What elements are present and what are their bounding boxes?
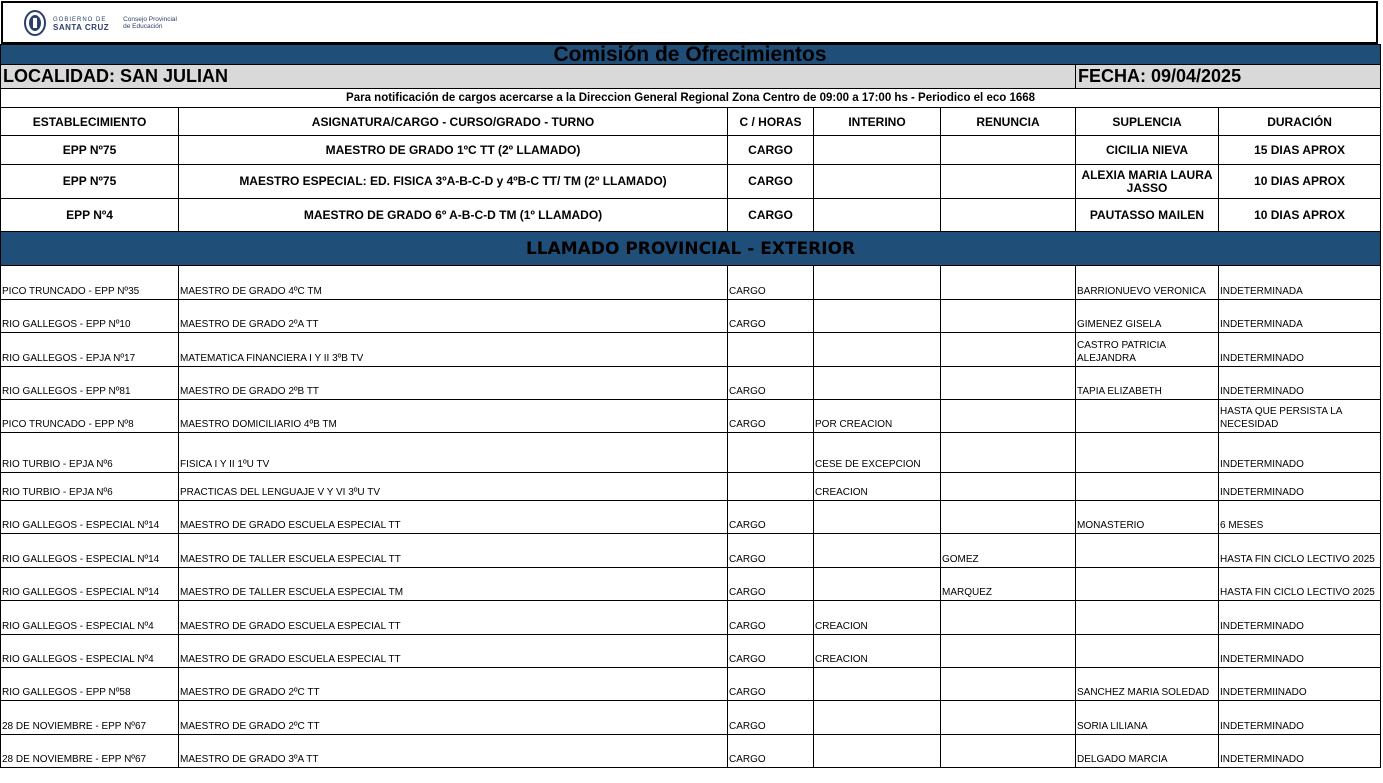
table-cell: MAESTRO DE GRADO 2ºC TT <box>179 668 728 701</box>
table-cell: MAESTRO DE GRADO 1ºC TT (2º LLAMADO) <box>179 136 728 165</box>
table-cell <box>941 735 1076 768</box>
table-cell: 28 DE NOVIEMBRE - EPP Nº67 <box>1 701 179 735</box>
table-cell: CARGO <box>728 136 814 165</box>
table-cell: GOMEZ <box>941 534 1076 568</box>
table-cell: CREACION <box>814 601 941 635</box>
table-cell <box>1076 534 1219 568</box>
exterior-offer-row <box>1 701 1381 735</box>
exterior-offer-row <box>1 568 1381 601</box>
table-cell: 6 MESES <box>1219 501 1381 534</box>
table-cell: CREACION <box>814 473 941 501</box>
table-cell: CARGO <box>728 266 814 300</box>
table-cell: TAPIA ELIZABETH <box>1076 367 1219 400</box>
table-cell: SORIA LILIANA <box>1076 701 1219 735</box>
table-cell <box>814 568 941 601</box>
table-cell: 15 DIAS APROX <box>1219 136 1381 165</box>
table-cell <box>814 300 941 333</box>
local-offer-row <box>1 199 1381 232</box>
logo-line1: GOBIERNO DE <box>53 16 107 23</box>
table-cell: MAESTRO DE GRADO 2ºB TT <box>179 367 728 400</box>
logo-sub1: Consejo Provincial <box>123 16 177 23</box>
local-offer-row <box>1 165 1381 199</box>
table-cell: CASTRO PATRICIA ALEJANDRA <box>1076 333 1219 367</box>
local-offer-row <box>1 136 1381 165</box>
table-cell: ALEXIA MARIA LAURA JASSO <box>1076 165 1219 199</box>
table-cell: MAESTRO DE TALLER ESCUELA ESPECIAL TM <box>179 568 728 601</box>
table-cell <box>814 367 941 400</box>
table-cell: RIO GALLEGOS - EPP Nº10 <box>1 300 179 333</box>
table-cell: INDETERMINADO <box>1219 433 1381 473</box>
table-cell <box>1076 433 1219 473</box>
column-header: INTERINO <box>814 108 941 136</box>
exterior-offer-row <box>1 635 1381 668</box>
table-cell: MAESTRO DE GRADO ESCUELA ESPECIAL TT <box>179 601 728 635</box>
column-header: ESTABLECIMIENTO <box>1 108 179 136</box>
fecha-label: FECHA: 09/04/2025 <box>1076 65 1381 89</box>
table-cell <box>1076 473 1219 501</box>
table-cell: RIO GALLEGOS - EPP Nº81 <box>1 367 179 400</box>
notification-note: Para notificación de cargos acercarse a la Direccion General Regional Zona Centro de 09:00 a 17:00 hs - Periodico el eco 1668 <box>1 89 1381 108</box>
table-cell <box>941 300 1076 333</box>
column-header: DURACIÓN <box>1219 108 1381 136</box>
table-cell: INDETERMINADO <box>1219 333 1381 367</box>
column-header: ASIGNATURA/CARGO - CURSO/GRADO - TURNO <box>179 108 728 136</box>
table-cell <box>941 473 1076 501</box>
table-cell: CARGO <box>728 568 814 601</box>
exterior-offer-row <box>1 300 1381 333</box>
table-cell: RIO GALLEGOS - ESPECIAL Nº14 <box>1 568 179 601</box>
table-cell: RIO GALLEGOS - ESPECIAL Nº14 <box>1 534 179 568</box>
table-cell: GIMENEZ GISELA <box>1076 300 1219 333</box>
table-cell: CARGO <box>728 501 814 534</box>
table-cell: MAESTRO DE GRADO 3ºA TT <box>179 735 728 768</box>
exterior-offer-row <box>1 501 1381 534</box>
table-cell <box>814 165 941 199</box>
table-cell: CESE DE EXCEPCION <box>814 433 941 473</box>
table-cell <box>941 701 1076 735</box>
table-cell <box>814 333 941 367</box>
logo-line2: SANTA CRUZ <box>53 22 110 32</box>
table-cell: MARQUEZ <box>941 568 1076 601</box>
table-cell: CICILIA NIEVA <box>1076 136 1219 165</box>
table-cell <box>941 601 1076 635</box>
header-bar <box>1 1 1378 44</box>
table-cell: PRACTICAS DEL LENGUAJE V Y VI 3ºU TV <box>179 473 728 501</box>
table-cell <box>1076 400 1219 433</box>
table-cell: POR CREACION <box>814 400 941 433</box>
table-cell <box>814 668 941 701</box>
table-cell: MAESTRO DE GRADO ESCUELA ESPECIAL TT <box>179 501 728 534</box>
table-cell <box>1076 568 1219 601</box>
table-cell: PAUTASSO MAILEN <box>1076 199 1219 232</box>
table-cell: INDETERMINADO <box>1219 735 1381 768</box>
table-cell: MAESTRO DE TALLER ESCUELA ESPECIAL TT <box>179 534 728 568</box>
exterior-offer-row <box>1 367 1381 400</box>
table-cell: HASTA FIN CICLO LECTIVO 2025 <box>1219 568 1381 601</box>
exterior-offer-row <box>1 266 1381 300</box>
table-cell <box>941 635 1076 668</box>
table-cell: FISICA I Y II 1ºU TV <box>179 433 728 473</box>
table-cell: SANCHEZ MARIA SOLEDAD <box>1076 668 1219 701</box>
table-cell: INDETERMINADO <box>1219 601 1381 635</box>
table-cell: INDETERMINADA <box>1219 266 1381 300</box>
table-cell <box>941 433 1076 473</box>
table-cell: CARGO <box>728 701 814 735</box>
column-header: C / HORAS <box>728 108 814 136</box>
table-cell <box>941 333 1076 367</box>
column-header: RENUNCIA <box>941 108 1076 136</box>
table-cell: PICO TRUNCADO - EPP Nº8 <box>1 400 179 433</box>
table-cell: MATEMATICA FINANCIERA I Y II 3ºB TV <box>179 333 728 367</box>
exterior-offer-row <box>1 534 1381 568</box>
table-cell: CARGO <box>728 735 814 768</box>
section-title: LLAMADO PROVINCIAL - EXTERIOR <box>1 232 1381 266</box>
table-cell: MAESTRO DE GRADO 4ºC TM <box>179 266 728 300</box>
table-cell: INDETERMIINADO <box>1219 668 1381 701</box>
table-cell: HASTA FIN CICLO LECTIVO 2025 <box>1219 534 1381 568</box>
column-header: SUPLENCIA <box>1076 108 1219 136</box>
table-cell: CREACION <box>814 635 941 668</box>
table-cell <box>814 735 941 768</box>
table-cell: RIO GALLEGOS - ESPECIAL Nº4 <box>1 601 179 635</box>
table-cell: MAESTRO DE GRADO 2ºA TT <box>179 300 728 333</box>
page-title: Comisión de Ofrecimientos <box>553 43 827 66</box>
exterior-offer-row <box>1 601 1381 635</box>
table-cell: HASTA QUE PERSISTA LA NECESIDAD <box>1219 400 1381 433</box>
table-cell: RIO GALLEGOS - ESPECIAL Nº14 <box>1 501 179 534</box>
table-cell: EPP Nº4 <box>1 199 179 232</box>
table-cell <box>941 136 1076 165</box>
table-cell <box>814 266 941 300</box>
table-cell: CARGO <box>728 635 814 668</box>
table-cell <box>941 266 1076 300</box>
table-cell: INDETERMINADA <box>1219 300 1381 333</box>
table-cell: INDETERMINADO <box>1219 473 1381 501</box>
table-cell: RIO GALLEGOS - EPP Nº58 <box>1 668 179 701</box>
exterior-offer-row <box>1 333 1381 367</box>
table-cell: CARGO <box>728 300 814 333</box>
table-cell <box>728 473 814 501</box>
table-cell: MONASTERIO <box>1076 501 1219 534</box>
table-cell <box>941 165 1076 199</box>
table-cell: DELGADO MARCIA <box>1076 735 1219 768</box>
table-cell: CARGO <box>728 601 814 635</box>
table-cell <box>728 333 814 367</box>
table-cell <box>941 501 1076 534</box>
table-cell: 10 DIAS APROX <box>1219 199 1381 232</box>
table-cell: MAESTRO DE GRADO ESCUELA ESPECIAL TT <box>179 635 728 668</box>
table-cell: RIO TURBIO - EPJA Nº6 <box>1 433 179 473</box>
table-cell <box>814 136 941 165</box>
table-cell <box>814 534 941 568</box>
table-cell: BARRIONUEVO VERONICA <box>1076 266 1219 300</box>
exterior-offer-row <box>1 400 1381 433</box>
table-cell: MAESTRO DOMICILIARIO 4ºB TM <box>179 400 728 433</box>
table-cell <box>941 367 1076 400</box>
table-cell: 28 DE NOVIEMBRE - EPP Nº67 <box>1 735 179 768</box>
table-cell <box>1076 601 1219 635</box>
table-cell: INDETERMINADO <box>1219 367 1381 400</box>
localidad-label: LOCALIDAD: SAN JULIAN <box>1 65 1076 89</box>
table-cell: CARGO <box>728 668 814 701</box>
table-cell <box>941 668 1076 701</box>
table-cell <box>814 701 941 735</box>
table-cell: CARGO <box>728 400 814 433</box>
exterior-offer-row <box>1 668 1381 701</box>
table-cell: CARGO <box>728 534 814 568</box>
table-cell: RIO TURBIO - EPJA Nº6 <box>1 473 179 501</box>
exterior-offer-row <box>1 433 1381 473</box>
table-cell: RIO GALLEGOS - EPJA Nº17 <box>1 333 179 367</box>
table-cell: EPP Nº75 <box>1 165 179 199</box>
table-cell <box>1076 635 1219 668</box>
table-cell: 10 DIAS APROX <box>1219 165 1381 199</box>
table-cell: MAESTRO DE GRADO 6º A-B-C-D TM (1º LLAMADO) <box>179 199 728 232</box>
exterior-offer-row <box>1 473 1381 501</box>
table-cell: CARGO <box>728 165 814 199</box>
exterior-offer-row <box>1 735 1381 768</box>
offers-table <box>0 44 1381 768</box>
table-cell <box>814 199 941 232</box>
table-cell: RIO GALLEGOS - ESPECIAL Nº4 <box>1 635 179 668</box>
table-cell: EPP Nº75 <box>1 136 179 165</box>
table-cell: MAESTRO DE GRADO 2ºC TT <box>179 701 728 735</box>
government-logo <box>23 9 177 37</box>
logo-sub2: de Educación <box>123 23 163 30</box>
table-cell <box>728 433 814 473</box>
table-cell: INDETERMINADO <box>1219 635 1381 668</box>
table-cell: PICO TRUNCADO - EPP Nº35 <box>1 266 179 300</box>
table-cell <box>814 501 941 534</box>
table-cell <box>941 400 1076 433</box>
table-cell: CARGO <box>728 367 814 400</box>
table-cell <box>941 199 1076 232</box>
table-cell: MAESTRO ESPECIAL: ED. FISICA 3ºA-B-C-D y 4ºB-C TT/ TM (2º LLAMADO) <box>179 165 728 199</box>
coat-of-arms-icon <box>23 9 47 37</box>
table-cell: INDETERMINADO <box>1219 701 1381 735</box>
table-cell: CARGO <box>728 199 814 232</box>
